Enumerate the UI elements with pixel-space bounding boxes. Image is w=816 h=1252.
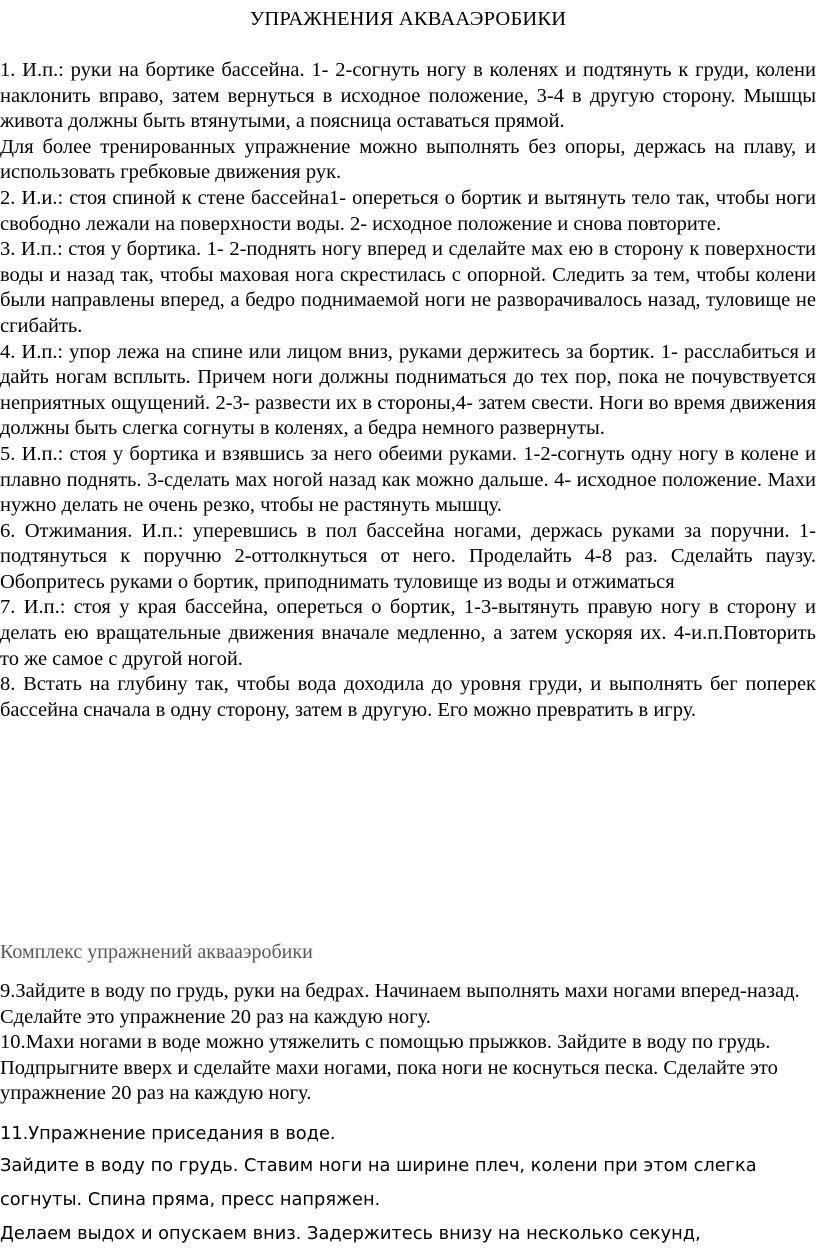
exercise-paragraph-7: 7. И.п.: стоя у края бассейна, опереться о бортик, 1-3-вытянуть правую ногу в сторону и делать ею вращательные движения вначале медленно, а затем ускоряя их. 4-и.п.Повторить то же самое с другой ногой. — [0, 596, 816, 670]
exercise-paragraph-5: 5. И.п.: стоя у бортика и взявшись за него обеими руками. 1-2-согнуть одну ногу в колене и плавно поднять. 3-сделать мах ногой назад как можно дальше. 4- исходное положение. Махи нужно делать не очень резко, чтобы не растянуть мышцу. — [0, 442, 816, 517]
exercise-list — [0, 58, 816, 723]
exercise-11-line: Зайдите в воду по грудь. Ставим ноги на ширине плеч, колени при этом слегка — [0, 1155, 757, 1176]
exercise-paragraph-1: 1. И.п.: руки на бортике бассейна. 1- 2-согнуть ногу в коленях и подтянуть к груди, колени наклонить вправо, затем вернуться в исходное положение, 3-4 в другую сторону. Мышцы живота должны быть втянутыми, а поясница оставаться прямой. — [0, 59, 816, 133]
exercise-11-heading: 11.Упражнение приседания в воде. — [0, 1123, 336, 1144]
exercise-11-line: согнуты. Спина пряма, пресс напряжен. — [0, 1189, 381, 1210]
exercise-paragraph-4: 4. И.п.: упор лежа на спине или лицом вниз, руками держитесь за бортик. 1- расслабиться и дайть ногам всплыть. Причем ноги должны подниматься до тех пор, пока не почувствуется неприятных ощущений. 2-3- развести их в стороны,4- затем свести. Ноги во время движения должны быть слегка согнуты в коленях, а бедра немного развернуты. — [0, 340, 816, 440]
section-subheading: Комплекс упражнений аквааэробики — [0, 941, 313, 963]
exercise-list-2 — [0, 979, 816, 1107]
exercise-paragraph-1-note: Для более тренированных упражнение можно выполнять без опоры, держась на плаву, и использовать гребковые движения рук. — [0, 135, 816, 184]
exercise-paragraph-2: 2. И.и.: стоя спиной к стене бассейна1- опереться о бортик и вытянуть тело так, чтобы ноги свободно лежали на поверхности воды. 2- исходное положение и снова повторите. — [0, 186, 816, 235]
exercise-11-line: Делаем выдох и опускаем вниз. Задержитесь внизу на несколько секунд, — [0, 1223, 701, 1244]
exercise-paragraph-3: 3. И.п.: стоя у бортика. 1- 2-поднять ногу вперед и сделайте мах ею в сторону к поверхности воды и назад так, чтобы маховая нога скрестилась с опорной. Следить за тем, чтобы колени были направлены вперед, а бедро поднимаемой ноги не разворачивалось назад, туловище не сгибайть. — [0, 238, 816, 337]
exercise-paragraph-6: 6. Отжимания. И.п.: уперевшись в пол бассейна ногами, держась руками за поручни. 1-подтянуться к поручню 2-оттолкнуться от него. Проделайть 4-8 раз. Сделайть паузу. Обопритесь руками о бортик, приподнимать туловище из воды и отжиматься — [0, 519, 816, 593]
exercise-paragraph-10: 10.Махи ногами в воде можно утяжелить с помощью прыжков. Зайдите в воду по грудь. Подпрыгните вверх и сделайте махи ногами, пока ноги не коснуться песка. Сделайте это упражнение 20 раз на каждую ногу. — [0, 1031, 778, 1105]
exercise-paragraph-8: 8. Встать на глубину так, чтобы вода доходила до уровня груди, и выполнять бег поперек бассейна сначала в одну сторону, затем в другую. Его можно превратить в игру. — [0, 673, 816, 721]
exercise-11-block — [0, 1119, 816, 1251]
document-title: УПРАЖНЕНИЯ АКВААЭРОБИКИ — [249, 8, 567, 30]
exercise-paragraph-9: 9.Зайдите в воду по грудь, руки на бедрах. Начинаем выполнять махи ногами вперед-назад. Сделайте это упражнение 20 раз на каждую ногу. — [0, 980, 800, 1028]
